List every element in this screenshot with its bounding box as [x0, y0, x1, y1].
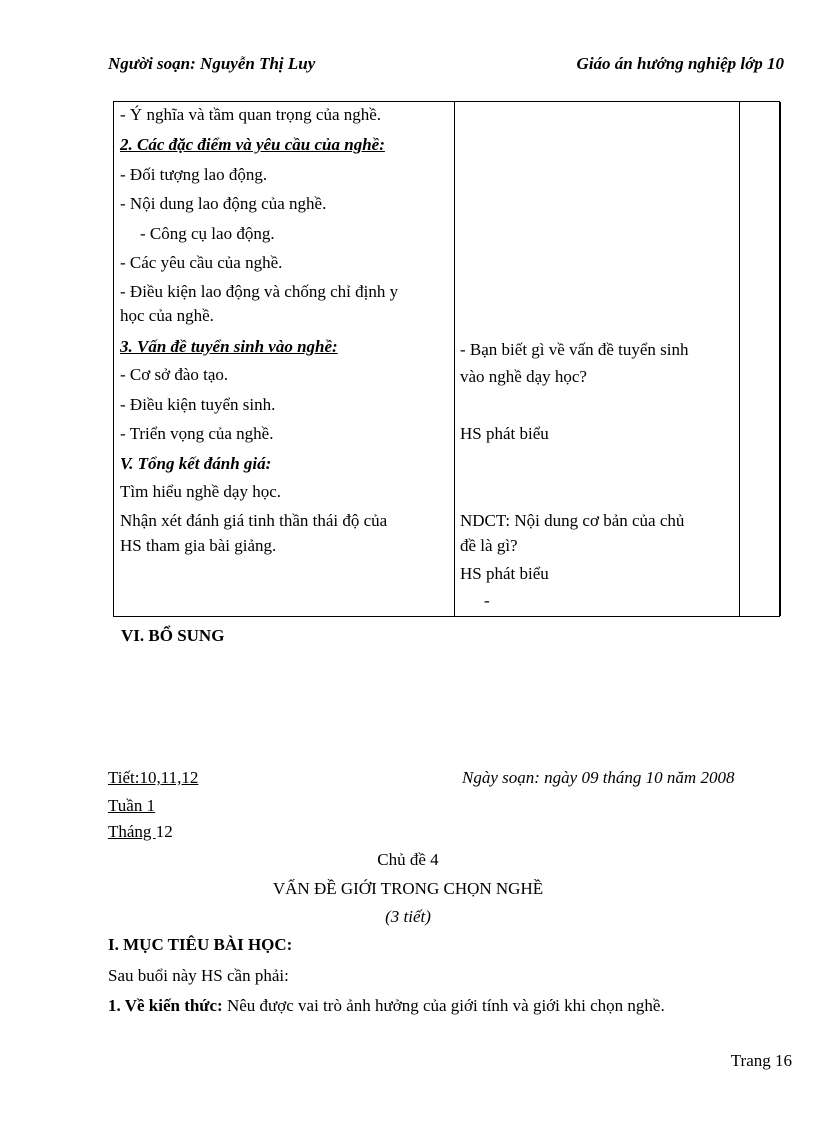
topic-title: VẤN ĐỀ GIỚI TRONG CHỌN NGHỀ [272, 879, 544, 898]
course-header: Giáo án hướng nghiệp lớp 10 [576, 54, 784, 73]
section-heading: V. Tổng kết đánh giá: [120, 454, 272, 473]
table-line: học của nghề. [120, 306, 214, 325]
table-line: - Nội dung lao động của nghề. [120, 194, 327, 213]
month-label: Tháng 12 [108, 822, 173, 841]
table-line: HS phát biểu [460, 424, 549, 443]
table-line: Tìm hiểu nghề dạy học. [120, 482, 281, 501]
table-line: - Điều kiện lao động và chống chỉ định y [120, 282, 399, 301]
table-line: Nhận xét đánh giá tinh thần thái độ của [120, 511, 388, 530]
lesson-table [113, 101, 780, 617]
table-divider [739, 102, 740, 616]
table-line: - Cơ sở đào tạo. [120, 365, 229, 384]
table-line: đề là gì? [460, 536, 518, 555]
section-heading: 3. Vấn đề tuyển sinh vào nghề: [120, 337, 338, 356]
table-line: vào nghề dạy học? [460, 367, 587, 386]
topic-duration: (3 tiết) [385, 907, 431, 926]
objectives-intro: Sau buổi này HS cần phải: [108, 966, 289, 985]
topic-label: Chủ đề 4 [377, 850, 439, 869]
objectives-heading: I. MỤC TIÊU BÀI HỌC: [108, 935, 293, 954]
table-divider [454, 102, 455, 616]
table-divider [780, 102, 781, 616]
table-line: - Triển vọng của nghề. [120, 424, 274, 443]
supplement-heading: VI. BỔ SUNG [121, 626, 225, 645]
table-line: - Điều kiện tuyển sinh. [120, 395, 276, 414]
table-line: - Ý nghĩa và tầm quan trọng của nghề. [120, 105, 382, 124]
table-line: - Các yêu cầu của nghề. [120, 253, 283, 272]
prepared-date: Ngày soạn: ngày 09 tháng 10 năm 2008 [462, 768, 735, 787]
table-line: - Công cụ lao động. [140, 224, 275, 243]
knowledge-objective: 1. Về kiến thức: Nêu được vai trò ảnh hưởng của giới tính và giới khi chọn nghề. [108, 996, 665, 1015]
table-line: - Đối tượng lao động. [120, 165, 268, 184]
table-line: NDCT: Nội dung cơ bản của chủ [460, 511, 685, 530]
section-heading: 2. Các đặc điểm và yêu cầu của nghề: [120, 135, 385, 154]
week-label: Tuần 1 [108, 796, 156, 815]
author-header: Người soạn: Nguyễn Thị Luy [108, 54, 316, 73]
table-line: HS phát biểu [460, 564, 549, 583]
table-line: - [484, 591, 490, 610]
table-line: HS tham gia bài giảng. [120, 536, 277, 555]
page-number: Trang 16 [730, 1051, 792, 1070]
periods-label: Tiết:10,11,12 [108, 768, 199, 787]
table-line: - Bạn biết gì về vấn đề tuyển sinh [460, 340, 689, 359]
